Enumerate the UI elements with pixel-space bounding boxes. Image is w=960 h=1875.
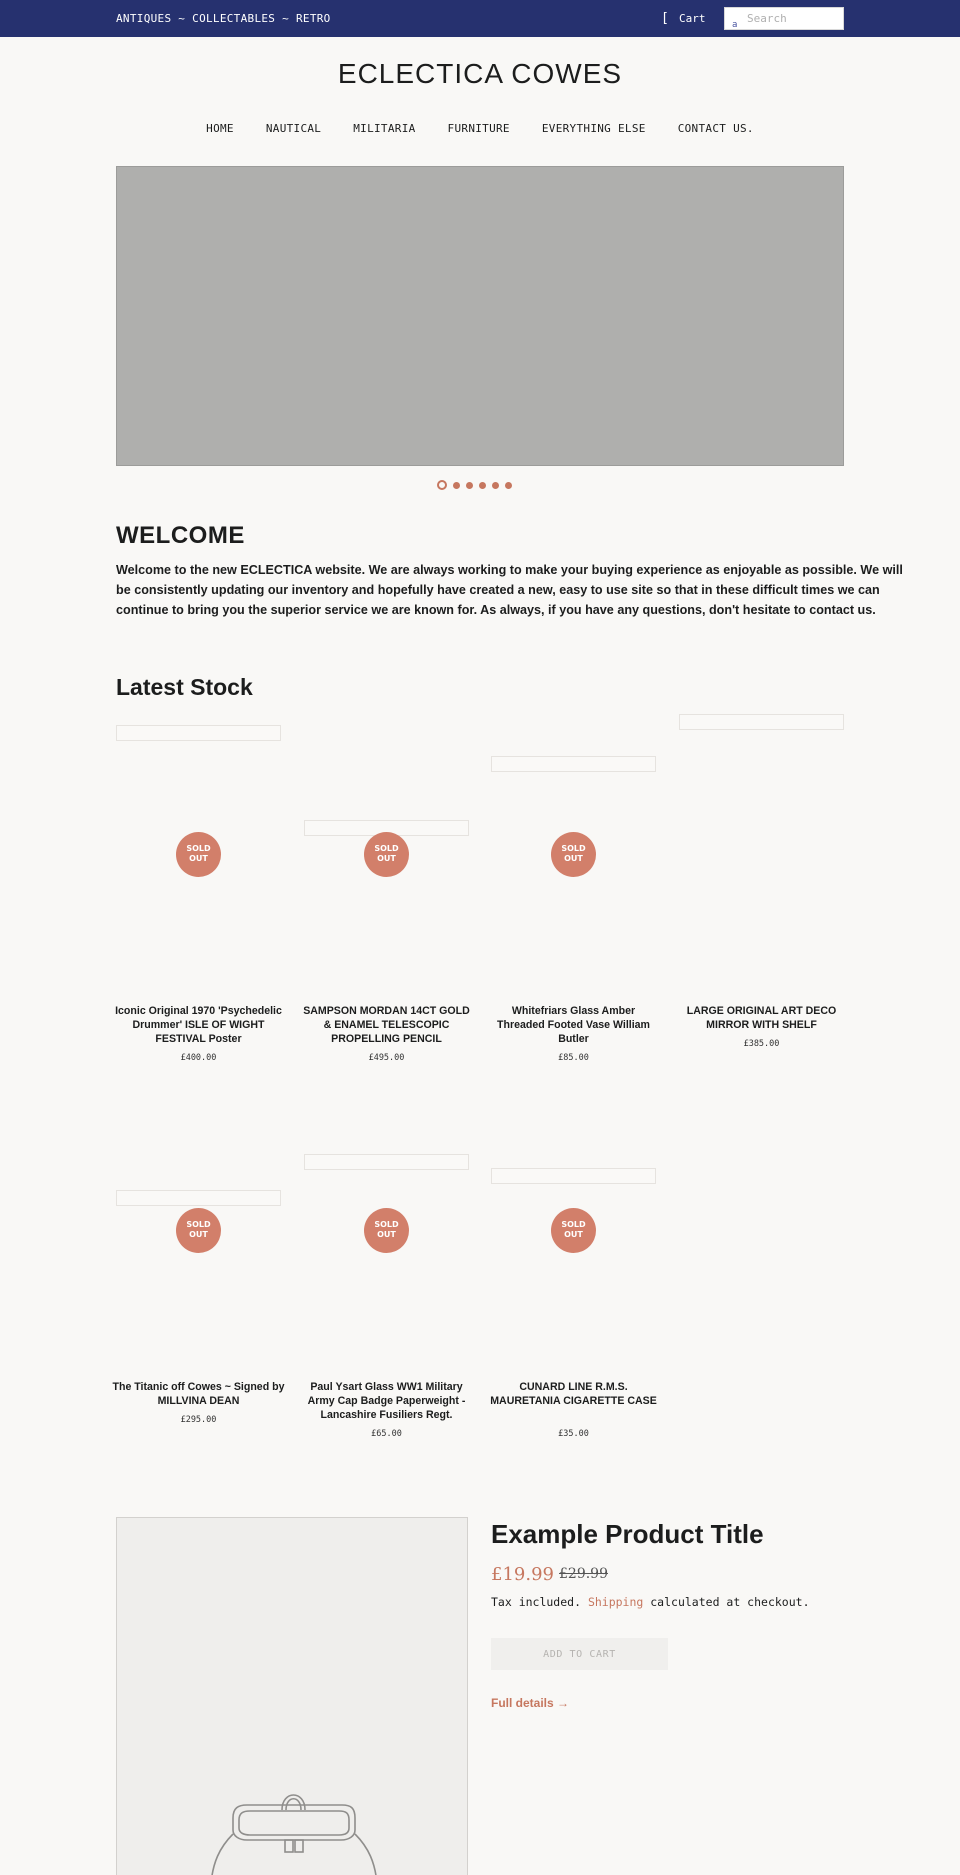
- product-image[interactable]: [491, 1168, 656, 1184]
- product-image[interactable]: [491, 756, 656, 772]
- tagline: ANTIQUES ~ COLLECTABLES ~ RETRO: [116, 12, 331, 25]
- top-bar: [0, 0, 960, 37]
- product-price: £35.00: [558, 1429, 589, 1439]
- featured-product-image[interactable]: [116, 1517, 468, 1875]
- full-details-link[interactable]: Full details →: [491, 1696, 570, 1710]
- product-price: £400.00: [180, 1053, 217, 1063]
- product-title[interactable]: SAMPSON MORDAN 14CT GOLD & ENAMEL TELESCOPIC PROPELLING PENCIL: [303, 1005, 470, 1045]
- product-title[interactable]: Iconic Original 1970 'Psychedelic Drummer' ISLE OF WIGHT FESTIVAL Poster: [115, 1005, 282, 1045]
- featured-product-title[interactable]: Example Product Title: [491, 1519, 764, 1549]
- product-price: £385.00: [743, 1039, 780, 1049]
- nav-item-home[interactable]: HOME: [206, 122, 234, 135]
- sold-out-badge: SOLD OUT: [176, 832, 221, 877]
- main-nav: [0, 122, 960, 135]
- sold-out-badge: SOLD OUT: [551, 832, 596, 877]
- product-image[interactable]: [679, 714, 844, 730]
- slide-dot[interactable]: [466, 482, 473, 489]
- sold-out-badge: SOLD OUT: [551, 1208, 596, 1253]
- nav-item-nautical[interactable]: NAUTICAL: [265, 122, 322, 135]
- product-title[interactable]: CUNARD LINE R.M.S. MAURETANIA CIGARETTE CASE: [490, 1381, 657, 1407]
- product-price: £295.00: [180, 1415, 217, 1425]
- product-price: £85.00: [558, 1053, 589, 1063]
- nav-item-furniture[interactable]: FURNITURE: [447, 122, 510, 135]
- cart-link[interactable]: Cart: [679, 12, 706, 25]
- shipping-link[interactable]: Shipping: [587, 1595, 644, 1609]
- sold-out-badge: SOLD OUT: [364, 832, 409, 877]
- slide-dot[interactable]: [479, 482, 486, 489]
- product-price: £65.00: [371, 1429, 402, 1439]
- slide-dot[interactable]: [505, 482, 512, 489]
- product-image[interactable]: [116, 1190, 281, 1206]
- product-title[interactable]: Whitefriars Glass Amber Threaded Footed Vase William Butler: [497, 1005, 650, 1045]
- product-image[interactable]: [116, 725, 281, 741]
- add-to-cart-button[interactable]: ADD TO CART: [491, 1638, 668, 1670]
- product-title[interactable]: LARGE ORIGINAL ART DECO MIRROR WITH SHELF: [686, 1005, 837, 1031]
- welcome-title: WELCOME: [116, 522, 245, 549]
- search-input[interactable]: [747, 10, 841, 27]
- nav-item-everything-else[interactable]: EVERYTHING ELSE: [541, 122, 646, 135]
- slide-dot[interactable]: [492, 482, 499, 489]
- product-title[interactable]: The Titanic off Cowes ~ Signed by MILLVINA DEAN: [112, 1381, 285, 1407]
- featured-compare-price: £29.99: [559, 1566, 608, 1582]
- slideshow-dots: [437, 480, 512, 490]
- slide-dot[interactable]: [453, 482, 460, 489]
- product-image[interactable]: [304, 1154, 469, 1170]
- site-logo[interactable]: ECLECTICA COWES: [337, 58, 623, 89]
- cart-icon[interactable]: [: [661, 11, 669, 26]
- featured-price: £19.99: [491, 1564, 554, 1585]
- sold-out-badge: SOLD OUT: [364, 1208, 409, 1253]
- hero-slideshow[interactable]: [116, 166, 844, 466]
- product-title[interactable]: Paul Ysart Glass WW1 Military Army Cap Badge Paperweight - Lancashire Fusiliers Regt.: [307, 1381, 466, 1421]
- nav-item-militaria[interactable]: MILITARIA: [353, 122, 416, 135]
- nav-item-contact-us[interactable]: CONTACT US.: [677, 122, 754, 135]
- product-price: £495.00: [368, 1053, 405, 1063]
- sold-out-badge: SOLD OUT: [176, 1208, 221, 1253]
- search-icon[interactable]: a: [732, 20, 738, 30]
- backpack-placeholder-icon: [117, 1518, 468, 1875]
- welcome-text: Welcome to the new ECLECTICA website. We are always working to make your buying experience as enjoyable as possible. We will be consistently updating our inventory and hopefully have created a new, easy to use site so that in these difficult times we can continue to bring you the superior service we are known for. As always, if you have any questions, don't hesitate to contact us.: [116, 563, 903, 617]
- slide-dot[interactable]: [437, 480, 447, 490]
- tax-note: Tax included. Shipping calculated at checkout.: [491, 1595, 810, 1609]
- latest-stock-title: Latest Stock: [116, 674, 253, 700]
- search-box[interactable]: [724, 7, 844, 30]
